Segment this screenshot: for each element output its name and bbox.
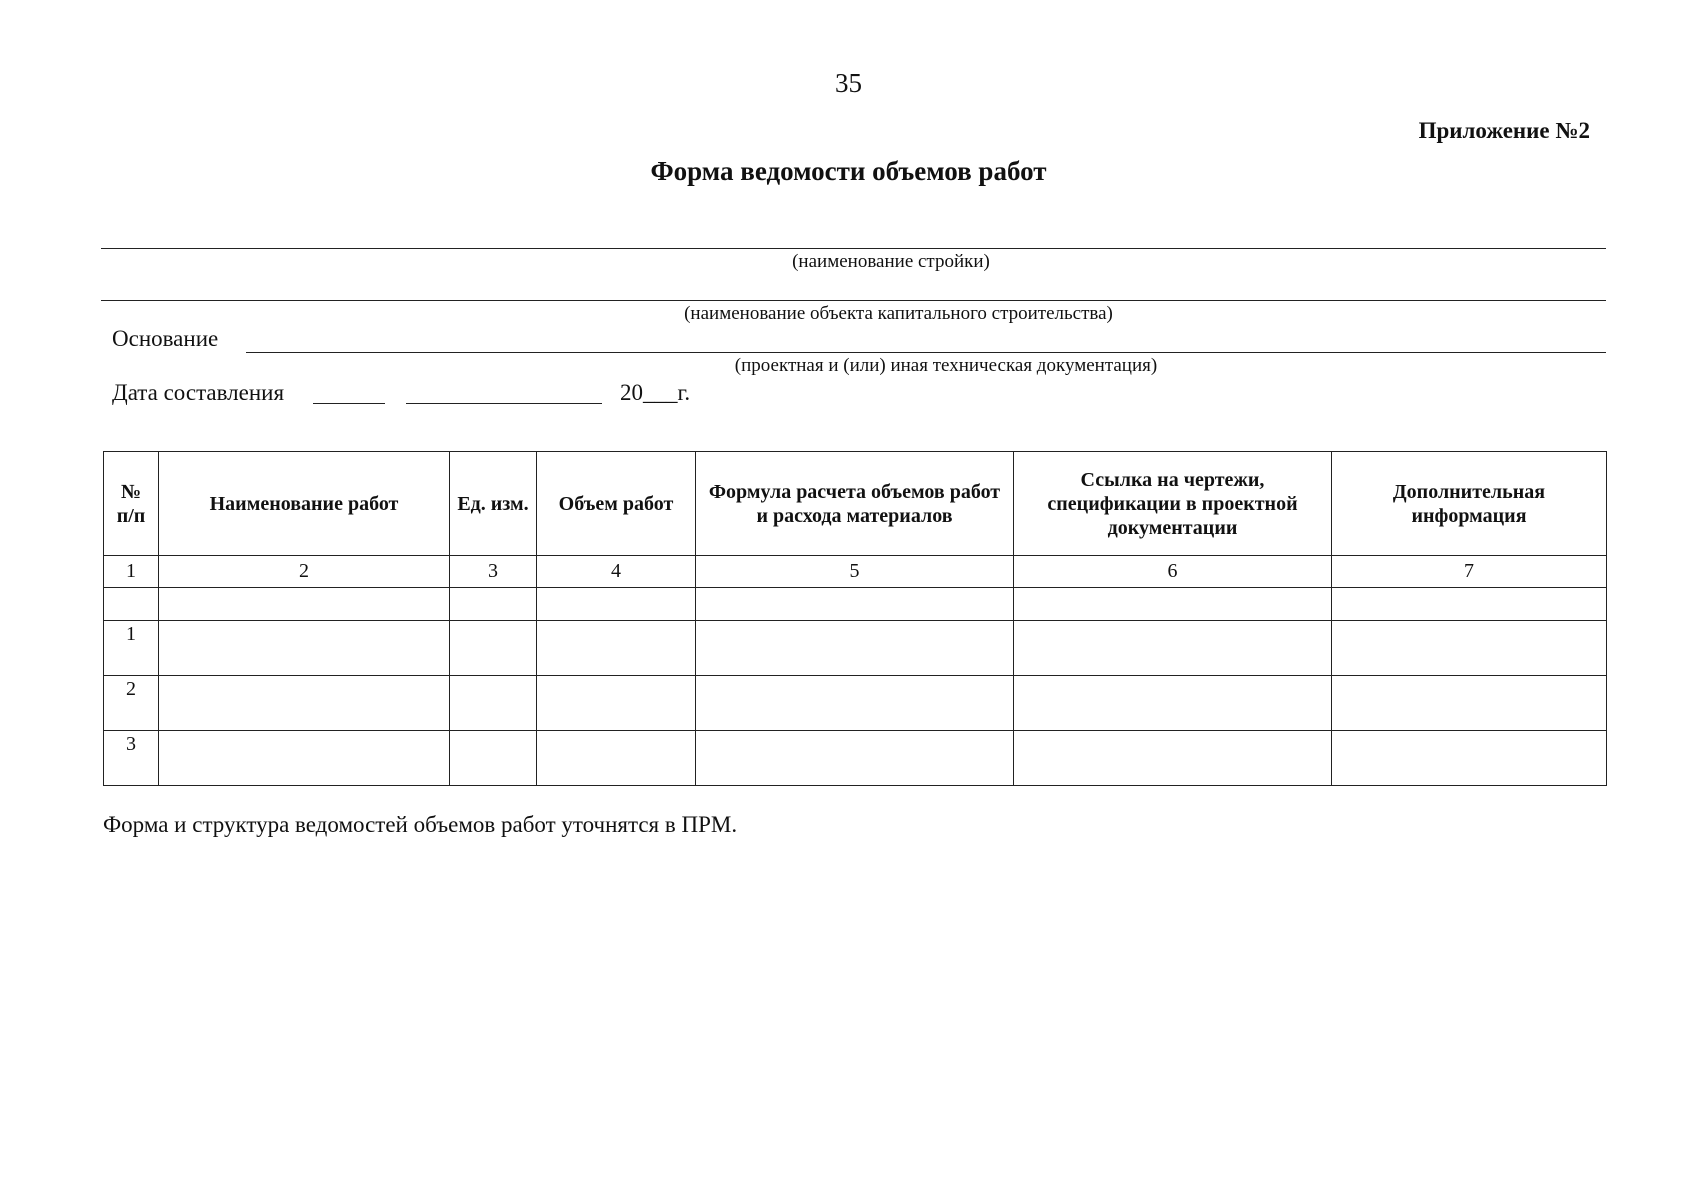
table-cell[interactable] [1014, 588, 1332, 621]
column-number-cell: 3 [450, 556, 537, 588]
table-row [104, 676, 1607, 731]
basis-label: Основание [112, 326, 219, 351]
header-cell-drawings-ref: Ссылка на чертежи, спецификации в проектной документации [1014, 452, 1332, 556]
header-cell-volume: Объем работ [537, 452, 696, 556]
column-number-cell: 4 [537, 556, 696, 588]
basis-caption: (проектная и (или) иная техническая документация) [734, 355, 1158, 376]
appendix-label: Приложение №2 [1418, 118, 1590, 143]
column-number-cell: 5 [696, 556, 1014, 588]
table-cell[interactable] [696, 621, 1014, 676]
column-number-cell: 2 [159, 556, 450, 588]
table-cell[interactable] [696, 588, 1014, 621]
date-month-line[interactable] [406, 403, 602, 404]
header-cell-formula: Формула расчета объемов работ и расхода материалов [696, 452, 1014, 556]
table-cell[interactable] [1332, 588, 1607, 621]
table-cell[interactable] [696, 676, 1014, 731]
object-name-line[interactable] [101, 300, 1606, 301]
blank-table-row [104, 588, 1607, 621]
header-cell-additional-info: Дополнительная информация [1332, 452, 1607, 556]
table-cell[interactable] [450, 588, 537, 621]
row-number-cell: 1 [104, 621, 159, 676]
header-cell-unit: Ед. изм. [450, 452, 537, 556]
table-cell[interactable] [537, 588, 696, 621]
table-cell[interactable] [450, 621, 537, 676]
table-cell[interactable] [159, 676, 450, 731]
table-cell[interactable] [537, 621, 696, 676]
header-cell-work-name: Наименование работ [159, 452, 450, 556]
table-cell[interactable] [1014, 731, 1332, 786]
table-cell[interactable] [537, 676, 696, 731]
header-cell-number: № п/п [104, 452, 159, 556]
table-cell[interactable] [1332, 621, 1607, 676]
row-number-cell: 2 [104, 676, 159, 731]
works-table [103, 451, 1607, 786]
table-cell[interactable] [450, 731, 537, 786]
object-name-caption: (наименование объекта капитального строительства) [684, 303, 1113, 324]
table-cell[interactable] [1332, 676, 1607, 731]
table-cell[interactable] [1014, 621, 1332, 676]
column-number-row [104, 556, 1607, 588]
table-cell[interactable] [159, 588, 450, 621]
table-cell[interactable] [450, 676, 537, 731]
table-header-row [104, 452, 1607, 556]
footer-note: Форма и структура ведомостей объемов работ уточнятся в ПРМ. [103, 812, 738, 837]
table-cell[interactable] [696, 731, 1014, 786]
table-cell[interactable] [537, 731, 696, 786]
column-number-cell: 1 [104, 556, 159, 588]
table-cell[interactable] [159, 731, 450, 786]
page-number: 35 [835, 68, 862, 98]
table-row [104, 621, 1607, 676]
column-number-cell: 7 [1332, 556, 1607, 588]
date-day-line[interactable] [313, 403, 385, 404]
construction-name-line[interactable] [101, 248, 1606, 249]
form-title: Форма ведомости объемов работ [650, 156, 1047, 186]
date-label: Дата составления [112, 380, 285, 405]
row-number-cell: 3 [104, 731, 159, 786]
basis-line[interactable] [246, 352, 1606, 353]
table-cell[interactable] [104, 588, 159, 621]
table-cell[interactable] [159, 621, 450, 676]
construction-name-caption: (наименование стройки) [792, 251, 990, 272]
column-number-cell: 6 [1014, 556, 1332, 588]
date-year: 20___г. [620, 380, 691, 405]
table-cell[interactable] [1332, 731, 1607, 786]
table-row [104, 731, 1607, 786]
table-cell[interactable] [1014, 676, 1332, 731]
